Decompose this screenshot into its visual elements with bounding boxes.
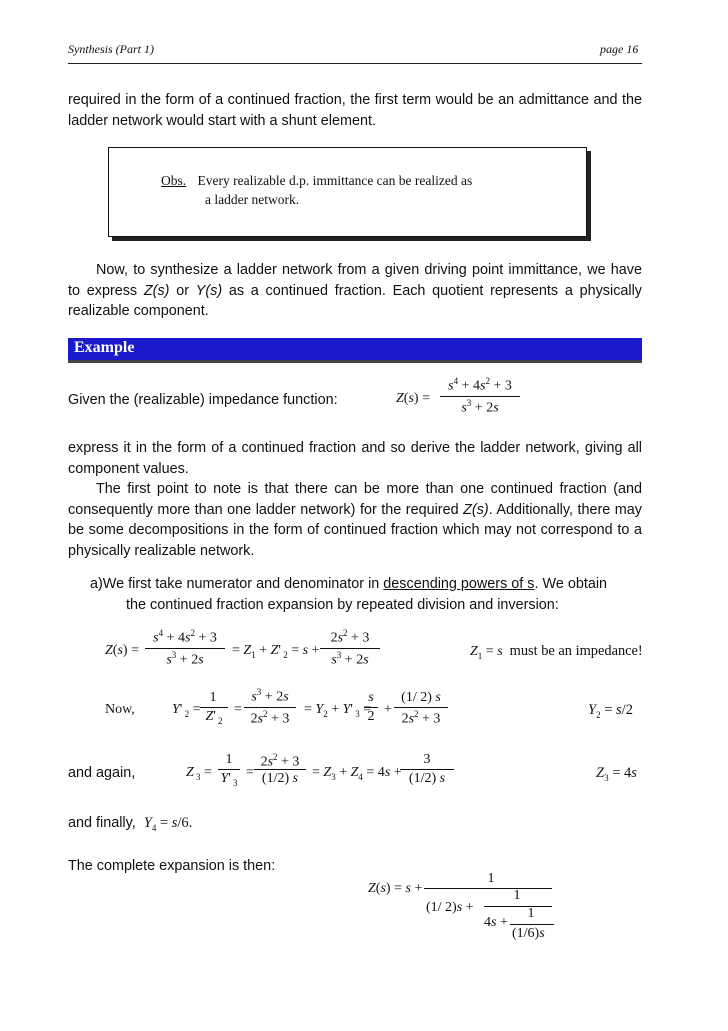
fraction-bar xyxy=(400,769,454,770)
complete-label: The complete expansion is then: xyxy=(68,858,276,874)
paragraph-synthesis: Now, to synthesize a ladder network from a given driving point immittance, we have to express Z(s) or Y(s) as a continued fraction. Each quotient represents a physically realizable component. xyxy=(68,262,642,319)
paragraph-intro: required in the form of a continued fraction, the first term would be an admittance and the ladder network would start with a shunt element. xyxy=(68,92,642,129)
eq1-den: $s^3 + 2s$ xyxy=(166,650,204,668)
running-header-title: Synthesis (Part 1) xyxy=(68,42,154,56)
example-heading: Example xyxy=(74,339,135,356)
eq2-num1: 1 xyxy=(209,690,217,705)
eq1-mid: = $Z_1 + Z'$ $_2$ = s + xyxy=(232,643,320,660)
eq3-den2: (1/2) s xyxy=(261,771,299,786)
eq3-num2: $2s^2 + 3$ xyxy=(260,752,300,770)
eq3-eq: = xyxy=(246,765,254,780)
eq2-den2: $2s^2 + 3$ xyxy=(250,709,290,727)
fraction-bar xyxy=(320,648,380,649)
fraction-bar xyxy=(200,707,228,708)
eq3-lhs: Z $_3$ = xyxy=(186,765,212,782)
again-label: and again, xyxy=(68,765,136,781)
fraction-bar xyxy=(218,769,240,770)
eq2-s: s xyxy=(368,690,374,705)
eq2-plus: + xyxy=(384,702,392,717)
paragraph-method: a)We first take numerator and denominator in descending powers of s. We obtain xyxy=(90,576,608,592)
given-numerator: $s^4 + 4s^2 + 3$ xyxy=(448,376,512,394)
paragraph-method-line2: the continued fraction expansion by repeated division and inversion: xyxy=(126,597,559,613)
fraction-bar xyxy=(364,707,378,708)
header-rule xyxy=(68,63,642,64)
example-banner xyxy=(68,338,642,360)
fraction-bar xyxy=(394,707,448,708)
eq2-mid: = $Y_2 + Y'$ $_3$ = xyxy=(304,702,372,719)
paragraph-first-point: The first point to note is that there can be more than one continued fraction (and consequently more than one ladder network) for the required Z(s). Additionally, there may be some decompositions in the form of continued fraction which may not correspond to a physically realizable network. xyxy=(68,481,642,559)
eq2-result: $Y_2 = s/2$ xyxy=(588,702,633,720)
eq2-num3: (1/ 2) s xyxy=(401,690,441,705)
now-label: Now, xyxy=(105,702,135,717)
eq1-note: $Z_1 = s$ must be an impedance! xyxy=(470,643,643,661)
banner-shadow xyxy=(68,360,642,363)
cf-lhs: Z(s) = s + xyxy=(368,881,423,896)
eq3-num1: 1 xyxy=(225,752,233,767)
fraction-bar xyxy=(254,769,306,770)
obs-line1: Every realizable d.p. immittance can be realized as xyxy=(197,173,473,188)
eq2-two: 2 xyxy=(367,709,375,724)
eq3-num3: 3 xyxy=(423,752,431,767)
fraction-bar xyxy=(510,924,554,925)
paragraph-express: express it in the form of a continued fraction and so derive the ladder network, giving all component values. xyxy=(68,440,642,477)
given-equation: Z(s) = xyxy=(396,391,430,406)
given-denominator: $s^3 + 2s$ xyxy=(461,398,499,416)
eq1-lhs: Z(s) = xyxy=(105,643,139,658)
obs-label: Obs. xyxy=(161,173,187,188)
eq3-den1: Y' $_3$ xyxy=(220,771,238,788)
fraction-bar xyxy=(145,648,225,649)
eq1-num2: $2s^2 + 3$ xyxy=(330,628,370,646)
obs-line2: a ladder network. xyxy=(205,192,300,207)
fraction-bar xyxy=(244,707,296,708)
eq2-den1: Z' $_2$ xyxy=(205,709,223,726)
eq3-den3: (1/2) s xyxy=(408,771,446,786)
eq3-mid: = $Z_3 + Z_4 = 4s$ + xyxy=(312,765,402,782)
fraction-bar xyxy=(440,396,520,397)
cf-level3: 4s + xyxy=(484,915,508,930)
eq2-den3: $2s^2 + 3$ xyxy=(401,709,441,727)
eq2-num2: $s^3 + 2s$ xyxy=(251,687,289,705)
page-number: page 16 xyxy=(600,42,639,56)
eq3-result: $Z_3 = 4s$ xyxy=(596,765,637,783)
given-text: Given the (realizable) impedance function: xyxy=(68,392,338,408)
cf-one-3: 1 xyxy=(527,906,535,921)
fraction-bar xyxy=(424,888,552,889)
finally-line: and finally, $Y_4 = s/6$. xyxy=(68,815,193,833)
cf-one-2: 1 xyxy=(513,888,521,903)
eq1-num: $s^4 + 4s^2 + 3$ xyxy=(153,628,217,646)
observation-box xyxy=(108,147,587,237)
fraction-bar xyxy=(484,906,552,907)
eq2-lhs: Y' $_2$ = xyxy=(172,702,201,719)
eq1-den2: $s^3 + 2s$ xyxy=(331,650,369,668)
cf-level4: (1/6)s xyxy=(512,926,545,941)
eq2-eq: = xyxy=(234,702,242,717)
cf-one-1: 1 xyxy=(487,871,495,886)
cf-level2: (1/ 2)s + xyxy=(426,900,474,915)
